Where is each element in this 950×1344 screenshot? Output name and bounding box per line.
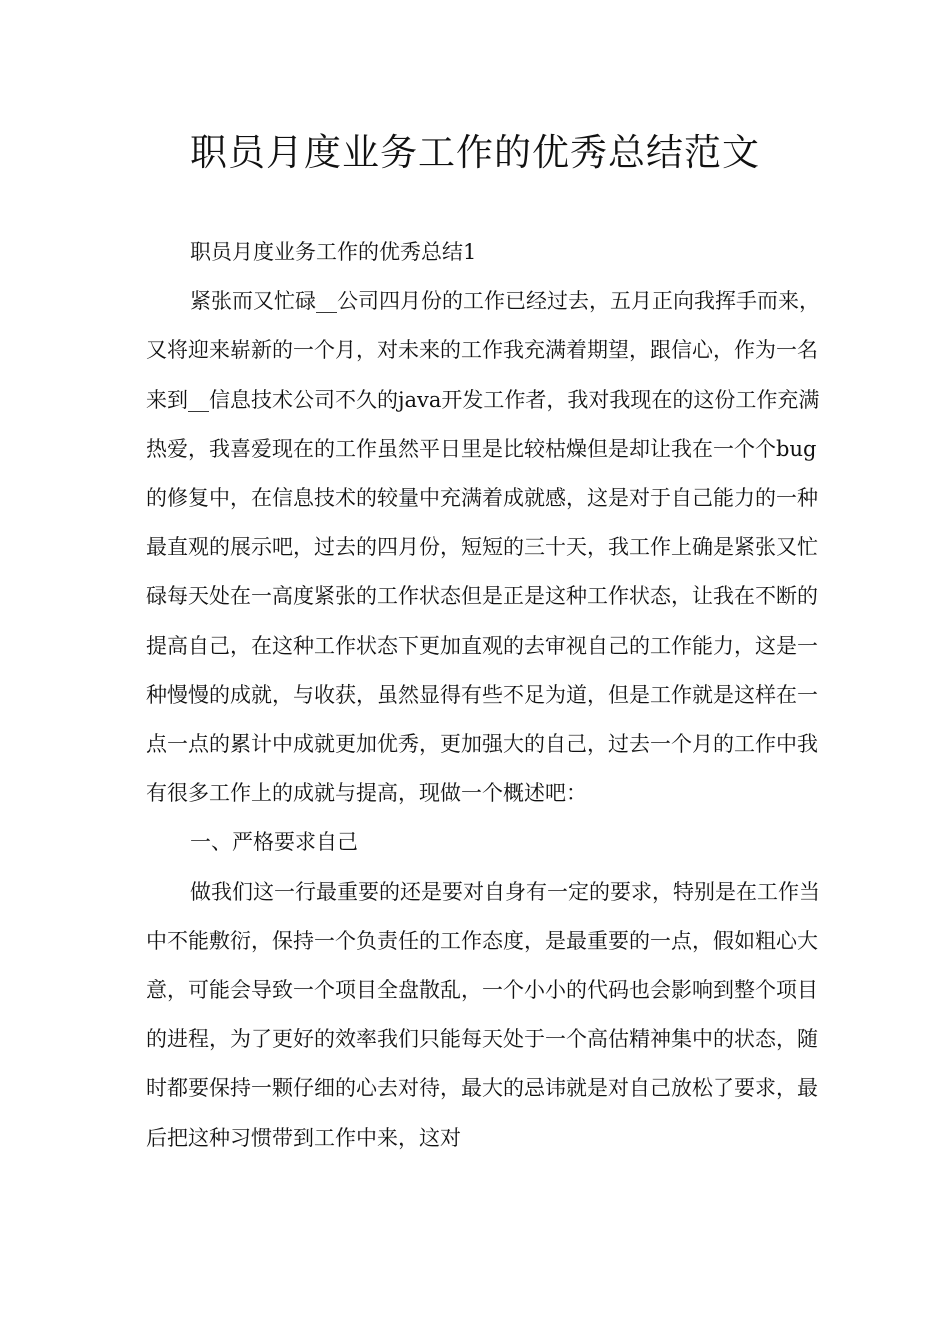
- document-title: 职员月度业务工作的优秀总结范文: [190, 131, 760, 174]
- paragraph-strict-requirements: 做我们这一行最重要的还是要对自身有一定的要求，特别是在工作当中不能敷衍，保持一个负责任的工作态度，是最重要的一点，假如粗心大意，可能会导致一个项目全盘散乱，一个小小的代码也会影响到整个项目的进程，为了更好的效率我们只能每天处于一个高估精神集中的状态，随时都要保持一颗仔细的心去对待，最大的忌讳就是对自己放松了要求，最后把这种习惯带到工作中来，这对: [146, 879, 820, 1150]
- document-subtitle: 职员月度业务工作的优秀总结1: [190, 240, 477, 264]
- document-body: [146, 228, 826, 1163]
- section-heading-strict-requirements: 一、严格要求自己: [190, 830, 358, 855]
- paragraph-intro: 紧张而又忙碌__公司四月份的工作已经过去，五月正向我挥手而来，又将迎来崭新的一个月，对未来的工作我充满着期望，跟信心，作为一名来到__信息技术公司不久的java开发工作者，我对我现在的这份工作充满热爱，我喜爱现在的工作虽然平日里是比较枯燥但是却让我在一个个bug的修复中，在信息技术的较量中充满着成就感，这是对于自己能力的一种最直观的展示吧，过去的四月份，短短的三十天，我工作上确是紧张又忙碌每天处在一高度紧张的工作状态但是正是这种工作状态，让我在不断的提高自己，在这种工作状态下更加直观的去审视自己的工作能力，这是一种慢慢的成就，与收获，虽然显得有些不足为道，但是工作就是这样在一点一点的累计中成就更加优秀，更加强大的自己，过去一个月的工作中我有很多工作上的成就与提高，现做一个概述吧：: [146, 289, 820, 806]
